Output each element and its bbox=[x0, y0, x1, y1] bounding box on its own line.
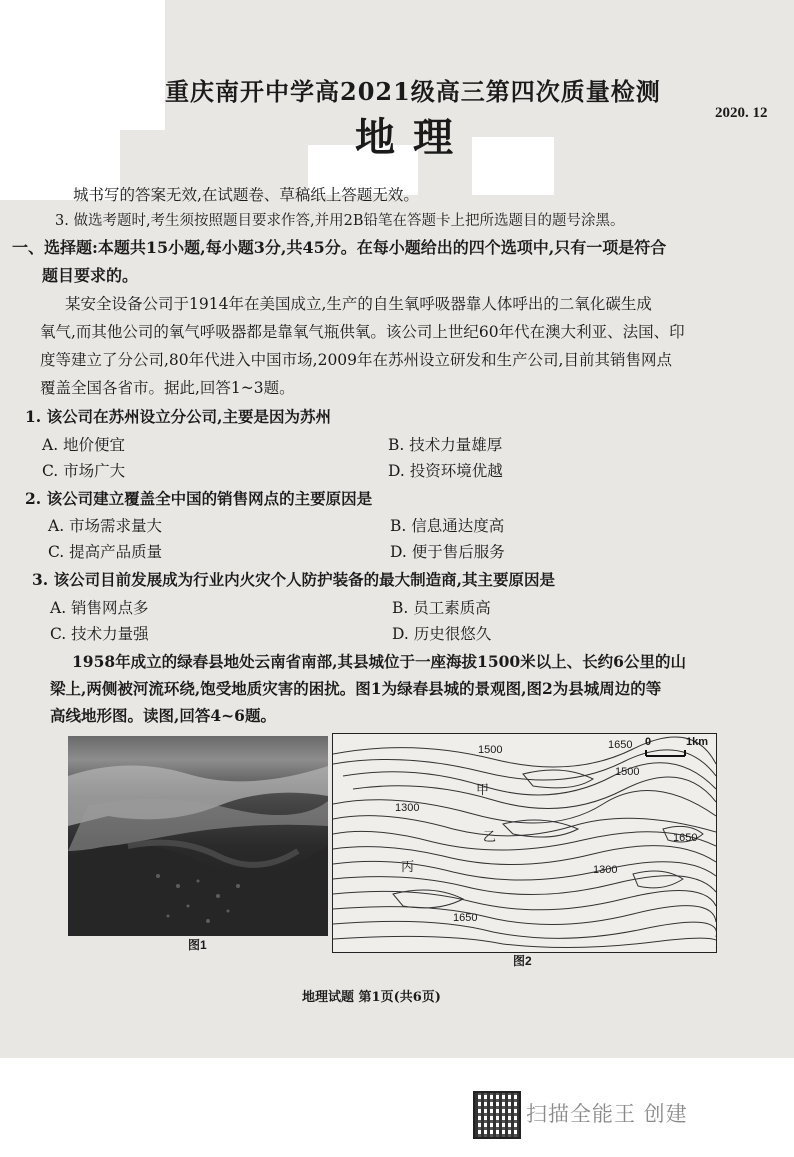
instruction-fragment: 城书写的答案无效,在试题卷、草稿纸上答题无效。 bbox=[73, 186, 419, 204]
option-c: C. 市场广大 bbox=[42, 462, 126, 480]
redaction-block bbox=[0, 0, 120, 200]
instruction-item3: 3. 做选考题时,考生须按照题目要求作答,并用2B铅笔在答题卡上把所选题目的题号涂黑。 bbox=[55, 213, 625, 229]
contour-label-1500: 1500 bbox=[615, 766, 640, 778]
passage1-line: 度等建立了分公司,80年代进入中国市场,2009年在苏州设立研发和生产公司,目前其销售网点 bbox=[40, 351, 672, 369]
location-label-bing: 丙 bbox=[401, 859, 415, 874]
option-d: D. 便于售后服务 bbox=[390, 543, 505, 561]
option-b: B. 技术力量雄厚 bbox=[388, 436, 503, 454]
question-stem: 1. 该公司在苏州设立分公司,主要是因为苏州 bbox=[25, 407, 331, 426]
page-footer: 地理试题 第1页(共6页) bbox=[302, 990, 441, 1005]
landscape-photo-art bbox=[68, 736, 328, 936]
figure1-caption: 图1 bbox=[188, 938, 207, 952]
option-c: C. 提高产品质量 bbox=[48, 543, 163, 561]
option-c: C. 技术力量强 bbox=[50, 625, 149, 643]
scanner-watermark: 扫描全能王 创建 bbox=[526, 1102, 688, 1126]
qr-code-icon bbox=[473, 1091, 521, 1139]
passage1-line: 覆盖全国各省市。据此,回答1~3题。 bbox=[40, 379, 295, 397]
contour-label-1300: 1300 bbox=[593, 864, 618, 876]
landscape-photo bbox=[68, 736, 328, 936]
option-b: B. 员工素质高 bbox=[392, 599, 491, 617]
question-stem: 3. 该公司目前发展成为行业内火灾个人防护装备的最大制造商,其主要原因是 bbox=[32, 570, 555, 589]
contour-label-1500: 1500 bbox=[478, 744, 503, 756]
exam-date: 2020. 12 bbox=[715, 105, 768, 121]
redaction-block bbox=[472, 137, 554, 195]
contour-lines bbox=[333, 734, 716, 952]
passage1-line: 氧气,而其他公司的氧气呼吸器都是靠氧气瓶供氧。该公司上世纪60年代在澳大利亚、法国、印 bbox=[40, 323, 685, 341]
passage2-line: 1958年成立的绿春县地处云南省南部,其县城位于一座海拔1500米以上、长约6公里的山 bbox=[72, 652, 686, 671]
section-heading-cont: 题目要求的。 bbox=[42, 266, 139, 285]
location-label-jia: 甲 bbox=[476, 782, 490, 797]
scale-bar-zero: 0 bbox=[645, 736, 652, 748]
option-a: A. 销售网点多 bbox=[50, 599, 149, 617]
passage1-line: 某安全设备公司于1914年在美国成立,生产的自生氧呼吸器靠人体呼出的二氧化碳生成 bbox=[65, 295, 652, 313]
contour-map bbox=[332, 733, 717, 953]
subject-title: 地理 bbox=[355, 114, 471, 161]
contour-label-1650: 1650 bbox=[673, 832, 698, 844]
scale-bar-unit: 1km bbox=[686, 736, 709, 748]
figure2-caption: 图2 bbox=[513, 954, 532, 968]
question-stem: 2. 该公司建立覆盖全中国的销售网点的主要原因是 bbox=[25, 489, 373, 508]
location-label-yi: 乙 bbox=[483, 829, 497, 844]
option-d: D. 历史很悠久 bbox=[392, 625, 492, 643]
option-d: D. 投资环境优越 bbox=[388, 462, 503, 480]
passage2-line: 梁上,两侧被河流环绕,饱受地质灾害的困扰。图1为绿春县城的景观图,图2为县城周边的等 bbox=[50, 679, 662, 698]
passage2-line: 高线地形图。读图,回答4~6题。 bbox=[50, 706, 276, 725]
option-a: A. 地价便宜 bbox=[42, 436, 126, 454]
option-b: B. 信息通达度高 bbox=[390, 517, 505, 535]
exam-title: 重庆南开中学高2021级高三第四次质量检测 bbox=[165, 77, 661, 106]
option-a: A. 市场需求量大 bbox=[48, 517, 163, 535]
contour-label-1300: 1300 bbox=[395, 802, 420, 814]
contour-label-1650: 1650 bbox=[453, 912, 478, 924]
contour-label-1650: 1650 bbox=[608, 739, 633, 751]
section-heading: 一、选择题:本题共15小题,每小题3分,共45分。在每小题给出的四个选项中,只有一项是符合 bbox=[12, 238, 667, 257]
